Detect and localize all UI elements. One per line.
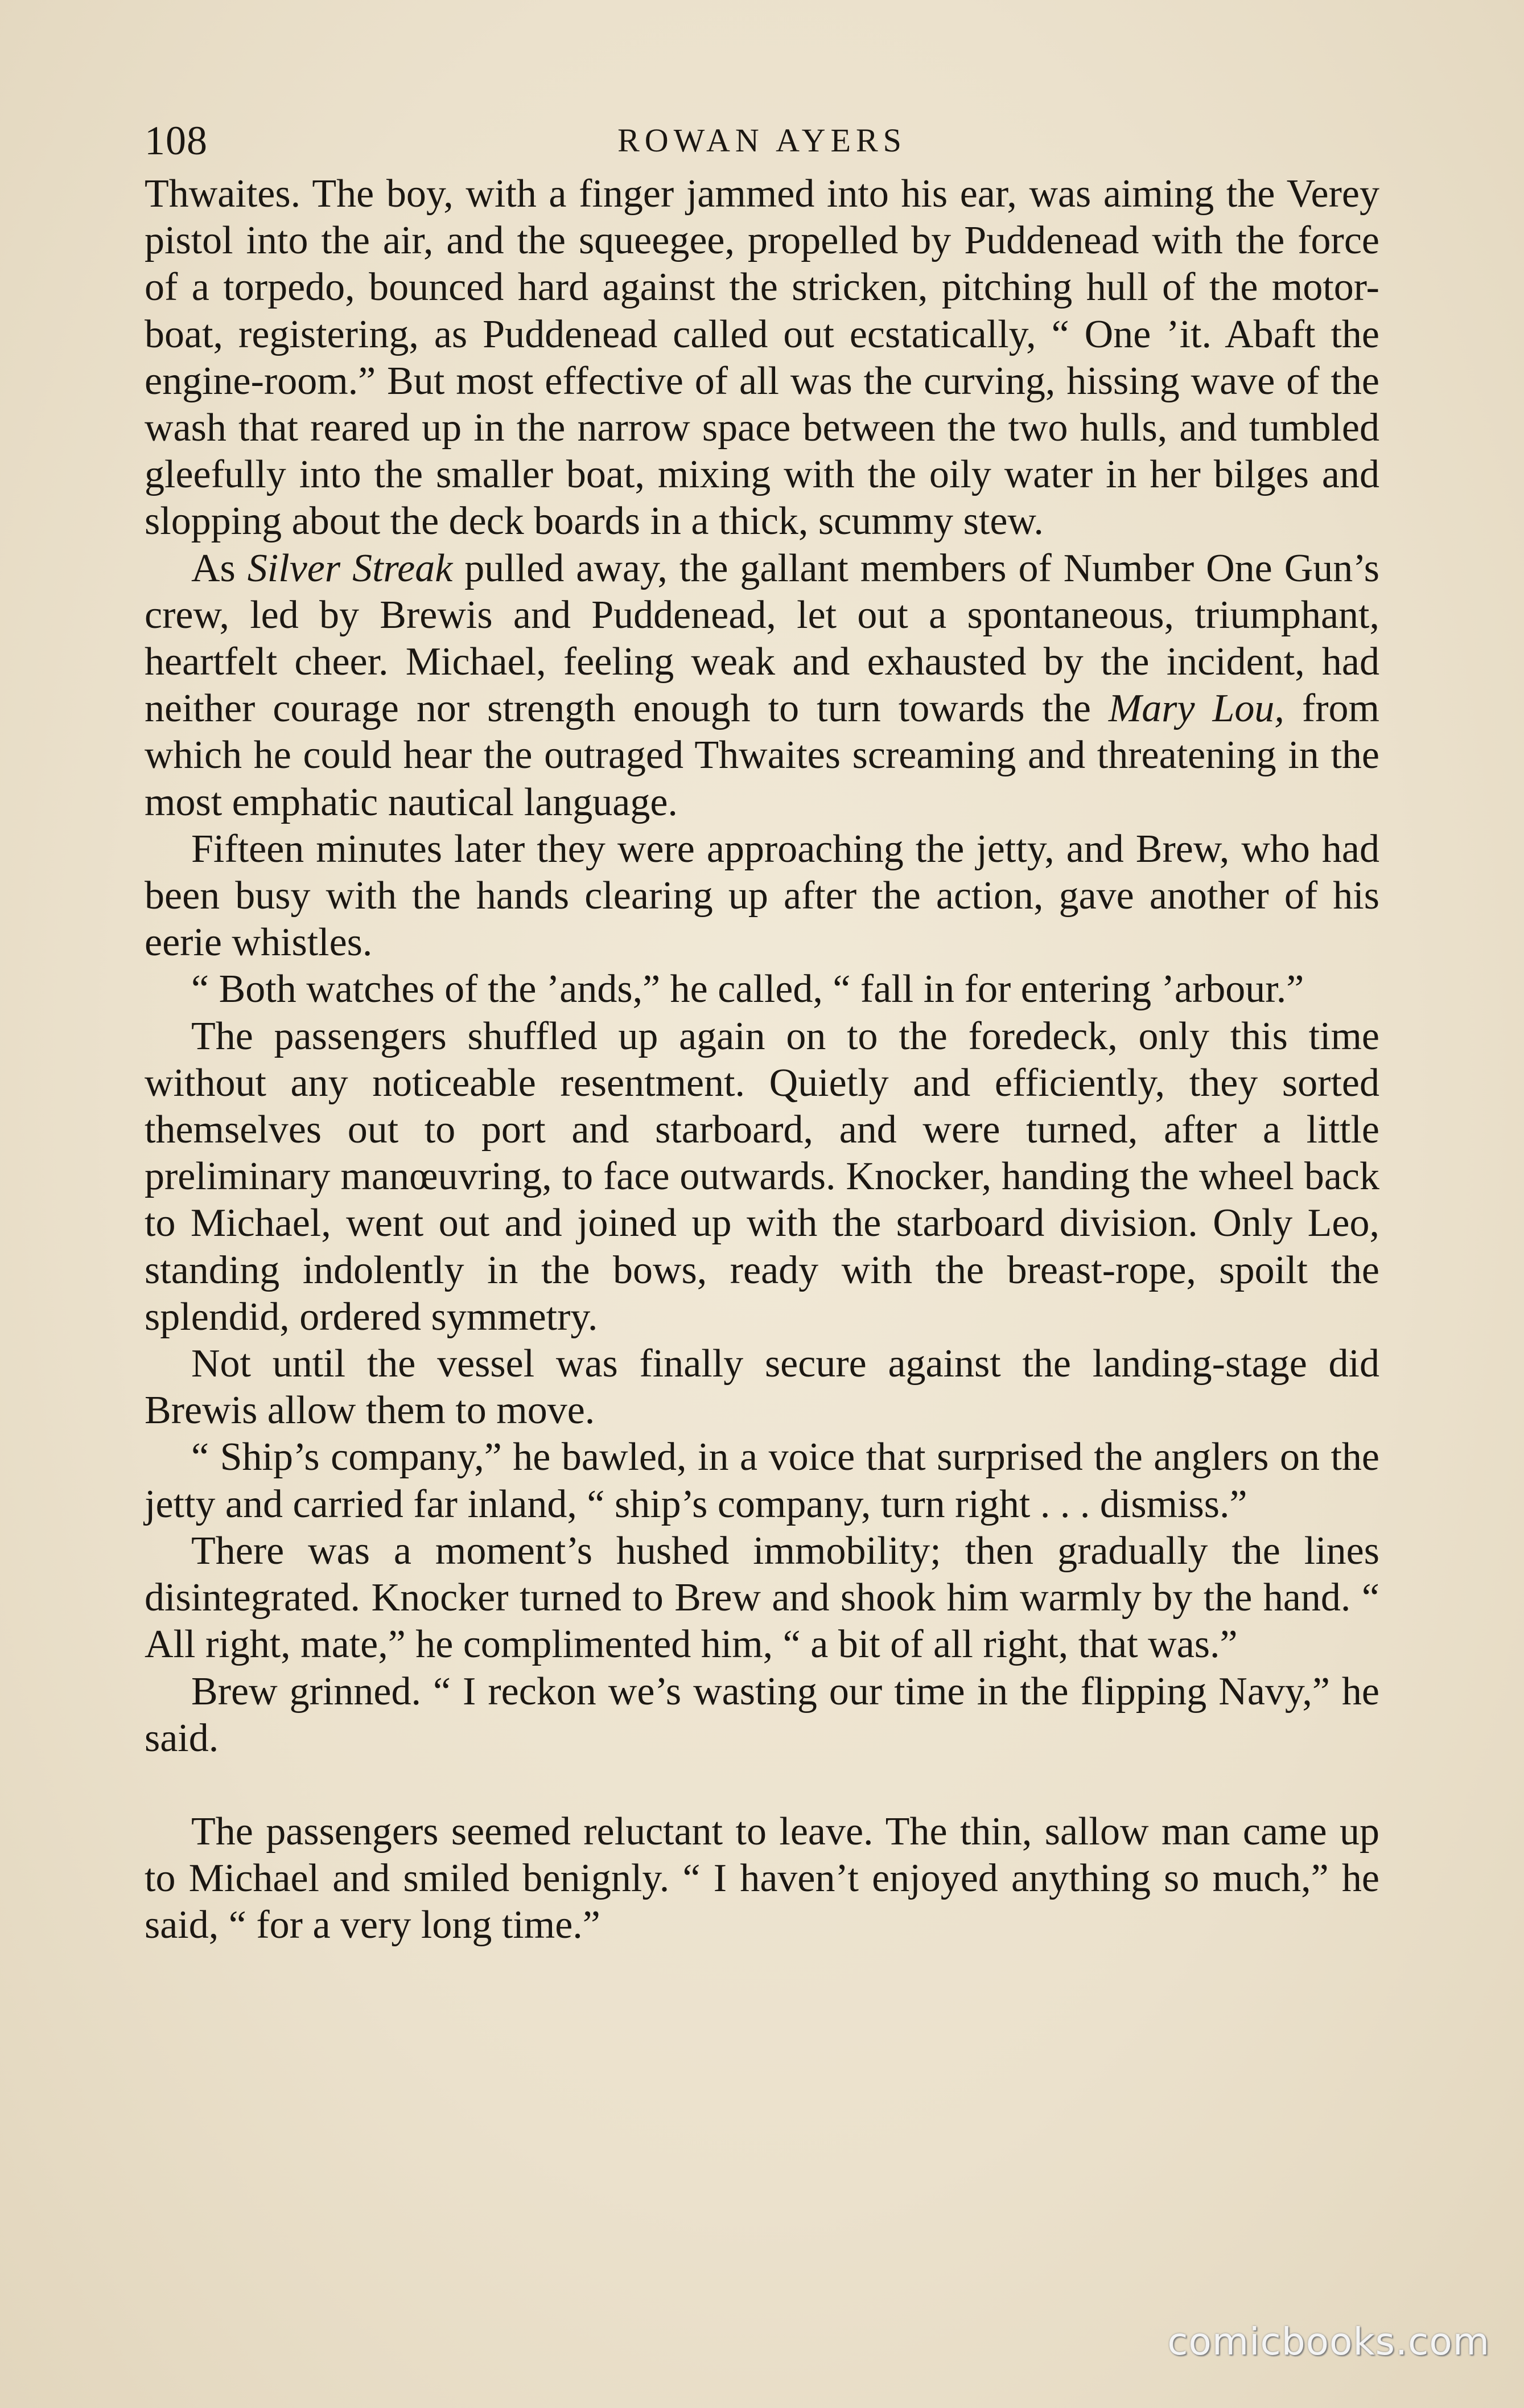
text-run: There was a moment’s hushed immobility; then gradually the lines disintegrated. Knocker turned to Brew and shook him warmly by the hand. “ All right, mate,” he complimented him, “ a bit of all right, that was.”: [145, 1528, 1379, 1667]
text-run: As: [191, 546, 248, 590]
page-header: [145, 115, 1379, 166]
text-run: “ Both watches of the ’ands,” he called, “ fall in for entering ’arbour.”: [191, 967, 1304, 1012]
paragraph: [145, 545, 1379, 826]
text-run: Thwaites. The boy, with a finger jammed into his ear, was aiming the Verey pistol into the air, and the squeegee, propelled by Puddenead with the force of a torpedo, bounced hard against the stricken, pitching hull of the motor-boat, registering, as Puddenead called out ecstatically, “ One ’it. Abaft the engine-room.” But most effective of all was the curving, hissing wave of the wash that reared up in the narrow space between the two hulls, and tumbled gleefully into the smaller boat, mixing with the oily water in her bilges and slopping about the deck boards in a thick, scummy stew.: [145, 172, 1379, 544]
paragraph: [145, 1434, 1379, 1527]
ship-name: Silver Streak: [247, 546, 453, 590]
running-head: ROWAN AYERS: [617, 122, 907, 159]
page-number: 108: [145, 118, 208, 163]
paragraph: [145, 1528, 1379, 1669]
text-run: “ Ship’s company,” he bawled, in a voice that surprised the anglers on the jetty and carried far inland, “ ship’s company, turn right . . . dismiss.”: [145, 1435, 1379, 1526]
paragraph: [145, 1809, 1379, 1949]
text-run: pulled away, the gallant members of Number One Gun’s crew, led by Brewis and Puddenead, let out a spontaneous, triumphant, heartfelt cheer. Michael, feeling weak and exhausted by the incident, had neither courage nor strength enough to turn towards the: [145, 546, 1379, 731]
text-run: from which he could hear the outraged Thwaites screaming and threatening in the most emphatic nautical language.: [145, 687, 1379, 824]
text-run: Brew grinned. “ I reckon we’s wasting our time in the flipping Navy,” he said.: [145, 1669, 1379, 1760]
paragraph: [145, 1341, 1379, 1434]
text-run: Fifteen minutes later they were approaching the jetty, and Brew, who had been busy with the hands clearing up after the action, gave another of his eerie whistles.: [145, 827, 1379, 965]
text-run: The passengers seemed reluctant to leave. The thin, sallow man came up to Michael and smiled benignly. “ I haven’t enjoyed anything so much,” he said, “ for a very long time.”: [145, 1809, 1379, 1947]
paragraph: [145, 171, 1379, 545]
text-run: Not until the vessel was finally secure against the landing-stage did Brewis allow them to move.: [145, 1342, 1379, 1433]
paragraph: [145, 826, 1379, 967]
paragraph: [145, 1669, 1379, 1762]
ship-name: Mary Lou,: [1108, 687, 1284, 731]
body-text: [145, 171, 1379, 1949]
paragraph: [145, 966, 1379, 1013]
paragraph: [145, 1013, 1379, 1341]
watermark: comicbooks.com: [1167, 2320, 1490, 2364]
text-run: The passengers shuffled up again on to the foredeck, only this time without any noticeable resentment. Quietly and efficiently, they sorted themselves out to port and starboard, and were turned, after a little preliminary manœuvring, to face outwards. Knocker, handing the wheel back to Michael, went out and joined up with the starboard division. Only Leo, standing indolently in the bows, ready with the breast-rope, spoilt the splendid, ordered symmetry.: [145, 1014, 1379, 1339]
